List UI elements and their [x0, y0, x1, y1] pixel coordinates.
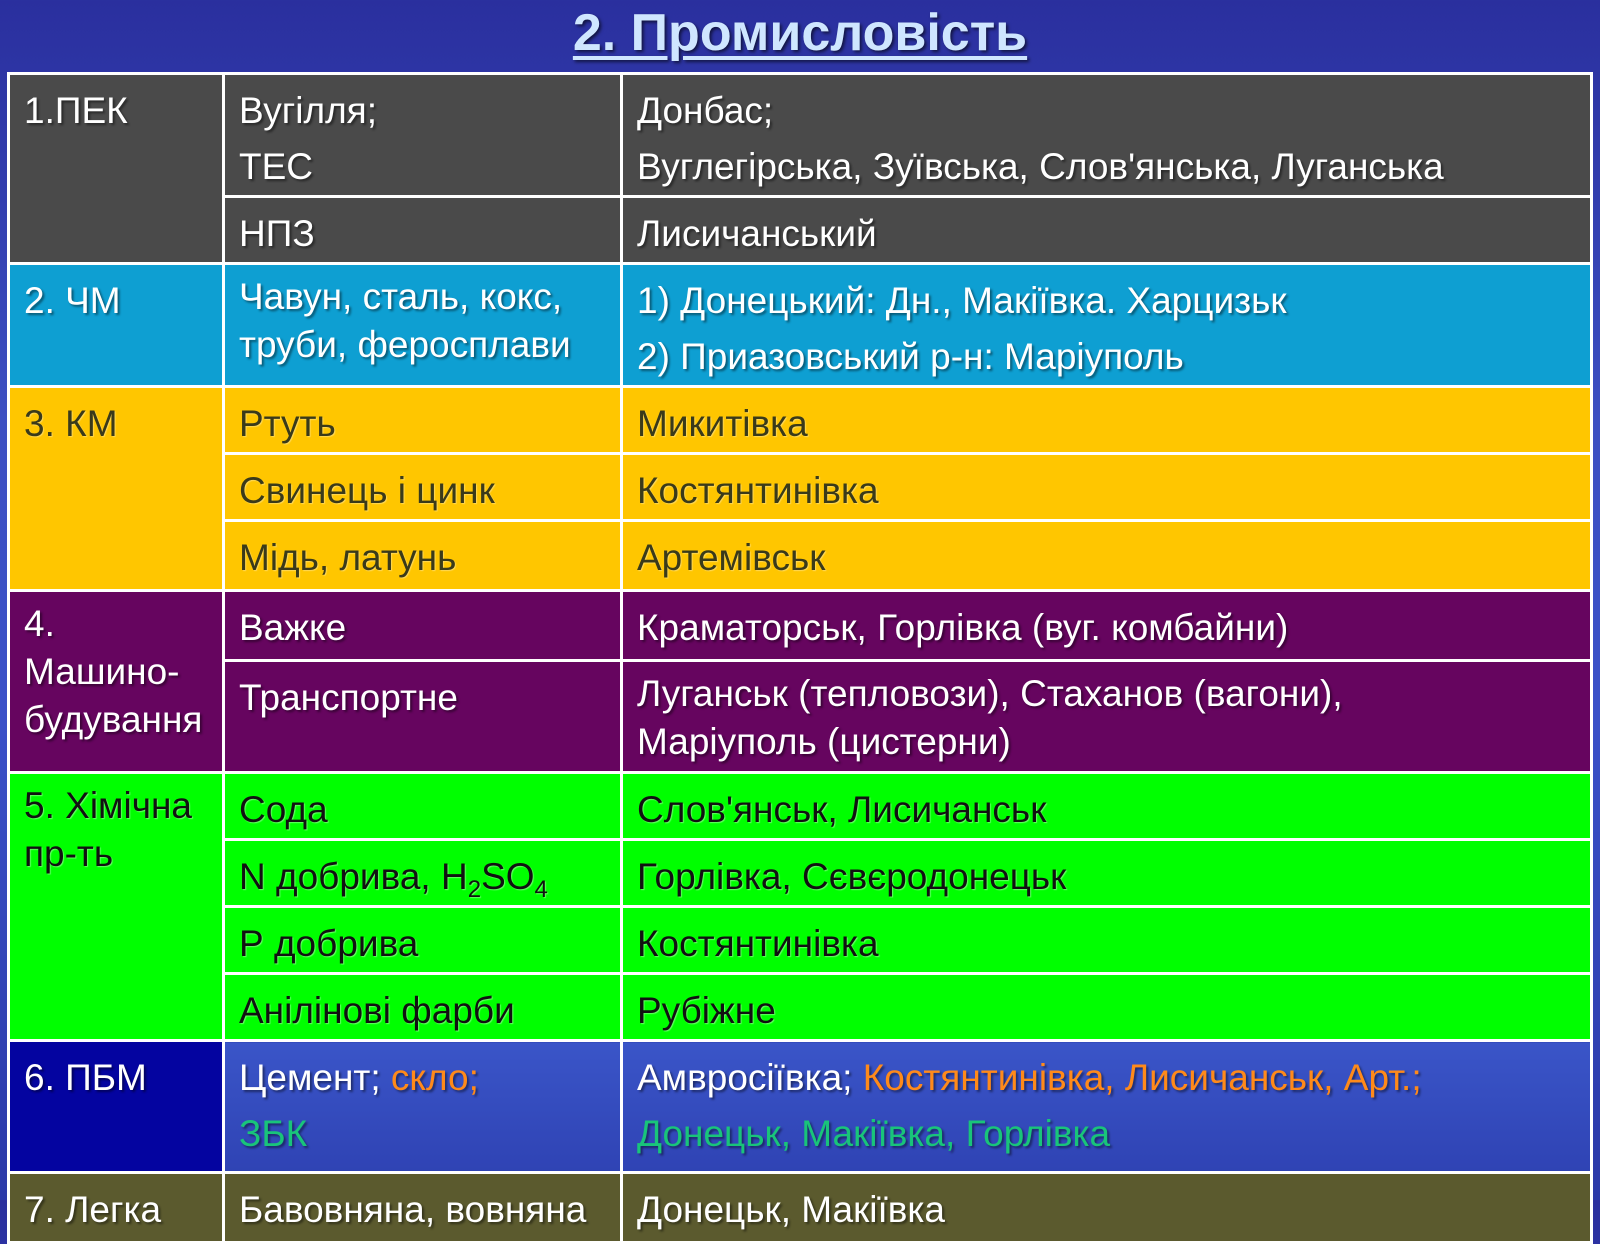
location-cell: Донецьк, Макіївка [622, 1173, 1592, 1243]
table-row [9, 1173, 1592, 1243]
table-row [9, 773, 1592, 840]
product-cell: Чавун, сталь, кокс, труби, феросплави [224, 264, 622, 387]
product-cell: Цемент; скло; ЗБК [224, 1041, 622, 1173]
branch-cell-chm: 2. ЧМ [9, 264, 224, 387]
product-cell: Транспортне [224, 661, 622, 773]
product-cell: Мідь, латунь [224, 521, 622, 591]
branch-cell-km: 3. КМ [9, 387, 224, 591]
product-cell: Вугілля; ТЕС [224, 74, 622, 197]
table-row [9, 661, 1592, 773]
location-cell: Рубіжне [622, 974, 1592, 1041]
branch-cell-pbm: 6. ПБМ [9, 1041, 224, 1173]
product-cell: Ртуть [224, 387, 622, 454]
product-cell: Бавовняна, вовняна [224, 1173, 622, 1243]
table-row [9, 840, 1592, 907]
location-cell: Луганськ (тепловози), Стаханов (вагони), Маріуполь (цистерни) [622, 661, 1592, 773]
location-cell: 1) Донецький: Дн., Макіївка. Харцизьк 2) Приазовський р-н: Маріуполь [622, 264, 1592, 387]
table-row [9, 197, 1592, 264]
location-cell: Артемівськ [622, 521, 1592, 591]
table-row [9, 264, 1592, 387]
location-cell: Костянтинівка [622, 454, 1592, 521]
location-cell: Донбас; Вуглегірська, Зуївська, Слов'янська, Луганська [622, 74, 1592, 197]
table-row [9, 454, 1592, 521]
product-cell: НПЗ [224, 197, 622, 264]
table-row [9, 591, 1592, 661]
industry-table [7, 72, 1593, 1244]
branch-cell-chem: 5. Хімічна пр-ть [9, 773, 224, 1041]
location-cell: Лисичанський [622, 197, 1592, 264]
product-cell: Сода [224, 773, 622, 840]
table-row [9, 907, 1592, 974]
product-cell: Свинець і цинк [224, 454, 622, 521]
table-row [9, 74, 1592, 197]
product-cell: N добрива, $H_2SO_4$ [224, 840, 622, 907]
location-cell: Слов'янськ, Лисичанськ [622, 773, 1592, 840]
location-cell: Амвросіївка; Костянтинівка, Лисичанськ, Арт.; Донецьк, Макіївка, Горлівка [622, 1041, 1592, 1173]
branch-cell-pek: 1.ПЕК [9, 74, 224, 264]
table-row [9, 1041, 1592, 1173]
slide-title: 2. Промисловість [572, 4, 1028, 62]
product-cell: Р добрива [224, 907, 622, 974]
table-row [9, 521, 1592, 591]
table-row [9, 387, 1592, 454]
product-cell: Анілінові фарби [224, 974, 622, 1041]
branch-cell-leg: 7. Легка [9, 1173, 224, 1243]
product-cell: Важке [224, 591, 622, 661]
branch-cell-mash: 4. Машино- будування [9, 591, 224, 773]
location-cell: Краматорськ, Горлівка (вуг. комбайни) [622, 591, 1592, 661]
location-cell: Костянтинівка [622, 907, 1592, 974]
location-cell: Горлівка, Сєвєродонецьк [622, 840, 1592, 907]
table-row [9, 974, 1592, 1041]
location-cell: Микитівка [622, 387, 1592, 454]
